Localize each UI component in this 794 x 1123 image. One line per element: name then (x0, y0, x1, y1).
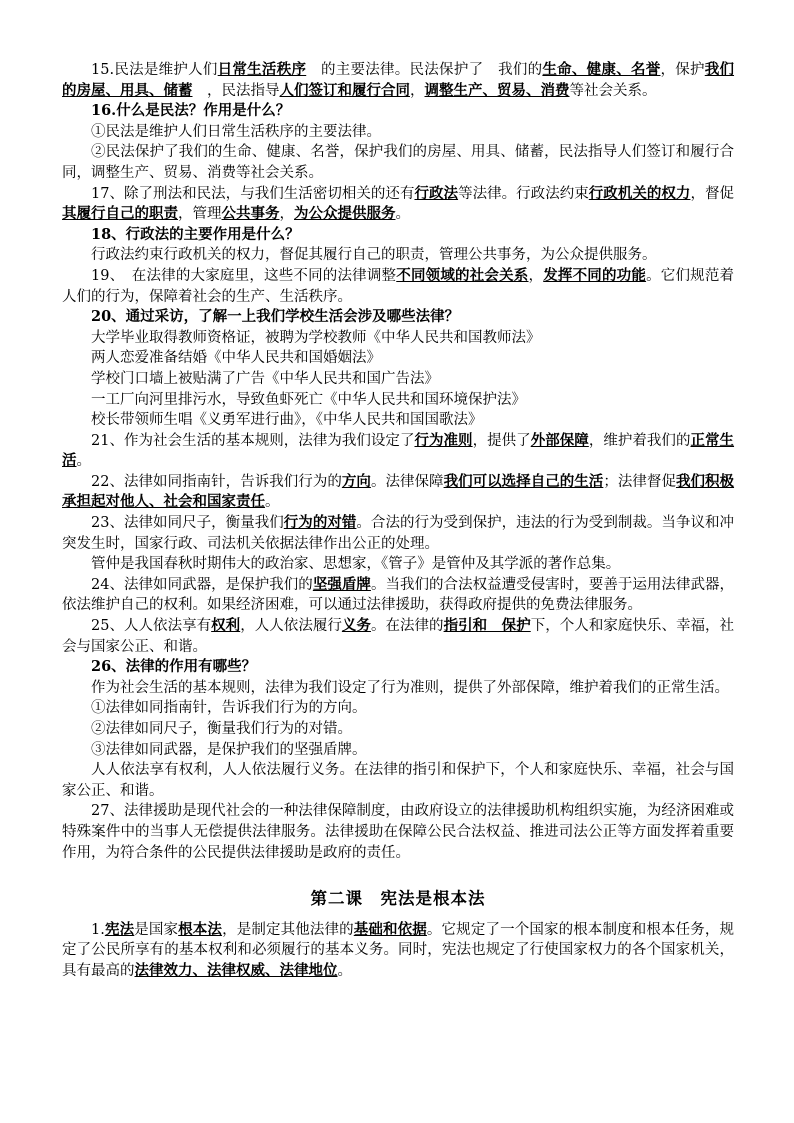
text-run: 27、法律援助是现代社会的一种法律保障制度，由政府设立的法律援助机构组织实施，为经济困难或特殊案件中的当事人无偿提供法律服务。法律援助在保障公民合法权益、推进司法公正等方面发挥着重要作用，为符合条件的公民提供法律援助是政府的责任。 (62, 803, 734, 861)
text-run: ，是制定其他法律的 (222, 921, 354, 938)
text-run: 。法律保障 (370, 473, 444, 490)
text-run: 等社会关系。 (569, 82, 657, 99)
paragraph (62, 678, 734, 699)
key-term: 义务 (341, 617, 371, 635)
key-term: 发挥不同的功能 (543, 266, 647, 284)
question-heading: 16.什么是民法？作用是什么？ (91, 102, 291, 120)
text-run: ；法律督促 (603, 473, 676, 490)
text-run: ，提供了 (472, 432, 531, 449)
key-term: 日常生活秩序 (217, 61, 307, 78)
text-run: 。它规定了一个国家的根本制度和根本任务，规定了公民所享有的基本权利和必须履行的基本义务。同时，宪法也规定了行使国家权力的各个国家机关，具有最高的 (62, 921, 735, 979)
text-line: 管仲是我国春秋时期伟大的政治家、思想家，《管子》是管仲及其学派的著作总集。 (91, 556, 621, 573)
key-term: 人们签订和履行合同 (279, 81, 410, 99)
text-run: 。它们规范着人们的行为，保障着社会的生产、生活秩序。 (62, 267, 735, 305)
text-run: 24、法律如同武器，是保护我们的 (91, 576, 313, 593)
key-term: 行政机关的权力 (588, 184, 691, 202)
key-term: 调整生产、贸易、消费 (424, 81, 570, 99)
paragraph (62, 431, 734, 472)
text-line: 学校门口墙上被贴满了广告《中华人民共和国广告法》 (91, 370, 439, 387)
text-run: 。 (265, 494, 280, 511)
key-term: 正常生活 (62, 431, 735, 470)
paragraph (62, 575, 734, 616)
key-term: 权利 (211, 617, 241, 635)
text-line: 大学毕业取得教师资格证，被聘为学校教师《中华人民共和国教师法》 (91, 329, 541, 346)
text-run: ，保护 (660, 62, 705, 78)
text-run: 等法律。行政法约束 (458, 185, 589, 202)
question-heading: 20、通过采访，了解一上我们学校生活会涉及哪些法律？ (91, 308, 460, 326)
question-heading: 26、法律的作用有哪些？ (91, 658, 257, 676)
text-run: 。合法的行为受到保护，违法的行为受到制裁。当争议和冲突发生时，国家行政、司法机关依据法律作出公正的处理。 (62, 515, 735, 552)
text-run: 。 (337, 962, 352, 979)
paragraph (62, 60, 734, 101)
text-line: ②法律如同尺子，衡量我们行为的对错。 (91, 721, 352, 737)
paragraph (62, 472, 734, 513)
paragraph (62, 801, 734, 863)
key-term: 不同领域的社会关系 (396, 266, 529, 284)
key-term: 根本法 (178, 920, 223, 938)
key-term: 外部保障 (530, 431, 589, 449)
text-line: ③法律如同武器，是保护我们的坚强盾牌。 (91, 741, 367, 758)
text-run: 15.民法是维护人们 (91, 62, 218, 78)
key-term: 行为的对错 (283, 514, 357, 532)
text-run: 19、 在法律的大家庭里，这些不同的法律调整 (91, 267, 397, 284)
key-term: 我们可以选择自己的生活 (443, 472, 604, 490)
paragraph (62, 760, 734, 801)
text-run: 。当我们的合法权益遭受侵害时，要善于运用法律武器，依法维护自己的权利。如果经济困难，可以通过法律援助，获得政府提供的免费法律服务。 (62, 576, 735, 614)
key-term: 为公众提供服务 (294, 205, 396, 223)
text-run: 是国家 (134, 921, 179, 938)
text-run: 。在法律的 (370, 618, 444, 635)
text-run: ，维护着我们的 (588, 432, 691, 449)
text-run: 。 (76, 453, 91, 470)
text-line: 一工厂向河里排污水，导致鱼虾死亡《中华人民共和国环境保护法》 (91, 391, 526, 408)
text-run: 25、人人依法享有 (91, 618, 212, 635)
key-term: 方向 (341, 472, 371, 490)
text-run: 17、除了刑法和民法，与我们生活密切相关的还有 (91, 185, 415, 202)
key-term: 行为准则 (414, 431, 473, 449)
text-line: 校长带领师生唱《义勇军进行曲》，《中华人民共和国国歌法》 (91, 412, 483, 429)
paragraph (62, 142, 734, 183)
paragraph (62, 616, 734, 657)
text-run: 1. (91, 921, 105, 938)
key-term: 我们的房屋、用具、储蓄 (62, 61, 735, 99)
text-run: ，民法指导 (192, 82, 280, 99)
text-line: 两人恋爱准备结婚《中华人民共和国婚姻法》 (91, 350, 381, 367)
paragraph (62, 184, 734, 225)
key-term: 指引和 保护 (443, 617, 531, 635)
text-line: ①民法是维护人们日常生活秩序的主要法律。 (91, 123, 381, 140)
text-run: ， (279, 206, 294, 223)
text-run: 23、法律如同尺子，衡量我们 (91, 515, 284, 532)
paragraph (62, 920, 734, 982)
text-run: 人人依法享有权利，人人依法履行义务。在法律的指引和保护下，个人和家庭快乐、幸福，社会与国家公正、和谐。 (62, 762, 734, 799)
text-run: ，人人依法履行 (240, 618, 342, 635)
text-run: ， (528, 267, 544, 284)
text-run: 下，个人和家庭快乐、幸福，社会与国家公正、和谐。 (62, 618, 735, 655)
text-run: ， (410, 82, 425, 99)
question-heading: 18、行政法的主要作用是什么？ (91, 225, 300, 243)
text-run: 作为社会生活的基本规则，法律为我们设定了行为准则，提供了外部保障，维护着我们的正常生活。 (91, 679, 729, 696)
text-run: 22、法律如同指南针，告诉我们行为的 (91, 473, 342, 490)
document-page (62, 60, 734, 982)
text-run: 的主要法律。民法保护了 我们的 (306, 62, 543, 78)
text-run: 21、作为社会生活的基本规则，法律为我们设定了 (91, 432, 415, 449)
key-term: 宪法 (104, 920, 135, 938)
key-term: 其履行自己的职责 (62, 205, 178, 223)
text-run: ，督促 (690, 185, 735, 202)
key-term: 基础和依据 (353, 920, 427, 938)
key-term: 坚强盾牌 (312, 575, 371, 593)
key-term: 公共事务 (221, 205, 280, 223)
key-term: 行政法 (414, 184, 459, 202)
paragraph (62, 513, 734, 554)
key-term: 生命、健康、名誉 (542, 61, 661, 78)
paragraph (62, 266, 734, 307)
text-run: 。 (395, 206, 410, 223)
text-run: ②民法保护了我们的生命、健康、名誉，保护我们的房屋、用具、储蓄，民法指导人们签订和履行合同，调整生产、贸易、消费等社会关系。 (62, 144, 734, 181)
key-term: 法律效力、法律权威、法律地位 (134, 961, 338, 979)
key-term: 我们积极承担起对他人、社会和国家责任 (62, 472, 735, 511)
text-run: ，管理 (178, 206, 222, 223)
lesson-title: 第二课 宪法是根本法 (310, 889, 486, 909)
text-line: ①法律如同指南针，告诉我们行为的方向。 (91, 700, 367, 717)
text-line: 行政法约束行政机关的权力，督促其履行自己的职责，管理公共事务，为公众提供服务。 (91, 247, 657, 264)
